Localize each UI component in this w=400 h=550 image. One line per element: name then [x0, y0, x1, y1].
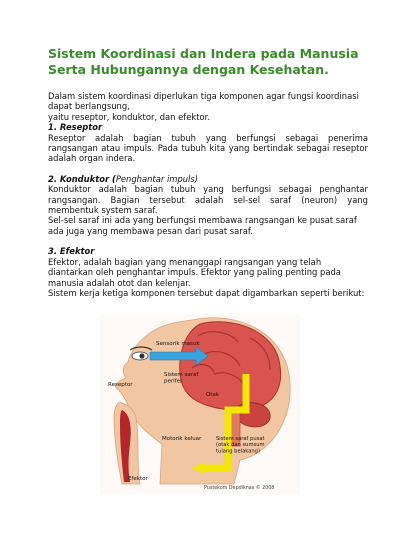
label-reseptor: Reseptor [108, 382, 133, 388]
figure-svg [100, 314, 300, 494]
label-sensorik: Sensorik masuk [156, 341, 200, 347]
label-efektor: Efektor [128, 476, 148, 482]
intro-line-1: Dalam sistem koordinasi diperlukan tiga komponen agar fungsi koordinasi dapat berlangsung, [48, 91, 359, 112]
section-paragraph: Konduktor adalah bagian tubuh yang berfungsi sebagai penghantar rangsangan. Bagian tersebut adalah sel-sel saraf (neuron) yang membentuk system saraf. [48, 184, 368, 216]
cerebellum-illustration [236, 403, 270, 427]
section-heading-efektor: 3. Efektor [48, 246, 95, 257]
label-saraf-pusat: Sistem saraf pusat (otak dan sumsum tulang belakang) [216, 436, 265, 455]
section-heading-konduktor: 2. Konduktor (Penghantar impuls) [48, 173, 199, 184]
document-page [48, 46, 368, 298]
section-paragraph: Reseptor adalah bagian tubuh yang berfungsi sebagai penerima rangsangan atau impuls. Pada tubuh kita yang bertindak sebagai reseptor adalah organ indera. [48, 132, 368, 164]
coordination-system-figure [100, 314, 300, 494]
figure-credit: Pustekom Depdiknas © 2008 [204, 486, 275, 491]
label-motorik: Motorik keluar [162, 436, 202, 442]
section-paragraph: Efektor, adalah bagian yang menanggapi rangsangan yang telah diantarkan oleh penghantar impuls. Efektor yang paling penting pada manusia adalah otot dan kelenjar. [48, 256, 341, 288]
label-otak: Otak [206, 392, 220, 398]
page-title: Sistem Koordinasi dan Indera pada Manusia Serta Hubungannya dengan Kesehatan. [48, 46, 359, 77]
intro-line-2: yaitu reseptor, konduktor, dan efektor. [48, 111, 210, 122]
label-saraf-perifer: Sistem saraf perifer [164, 372, 199, 385]
section-paragraph: Sistem kerja ketiga komponen tersebut dapat digambarkan seperti berikut: [48, 287, 365, 298]
section-paragraph: Sel-sel saraf ini ada yang berfungsi membawa rangsangan ke pusat saraf ada juga yang membawa pesan dari pusat saraf. [48, 215, 357, 236]
section-heading-reseptor: 1. Reseptor [48, 122, 103, 133]
